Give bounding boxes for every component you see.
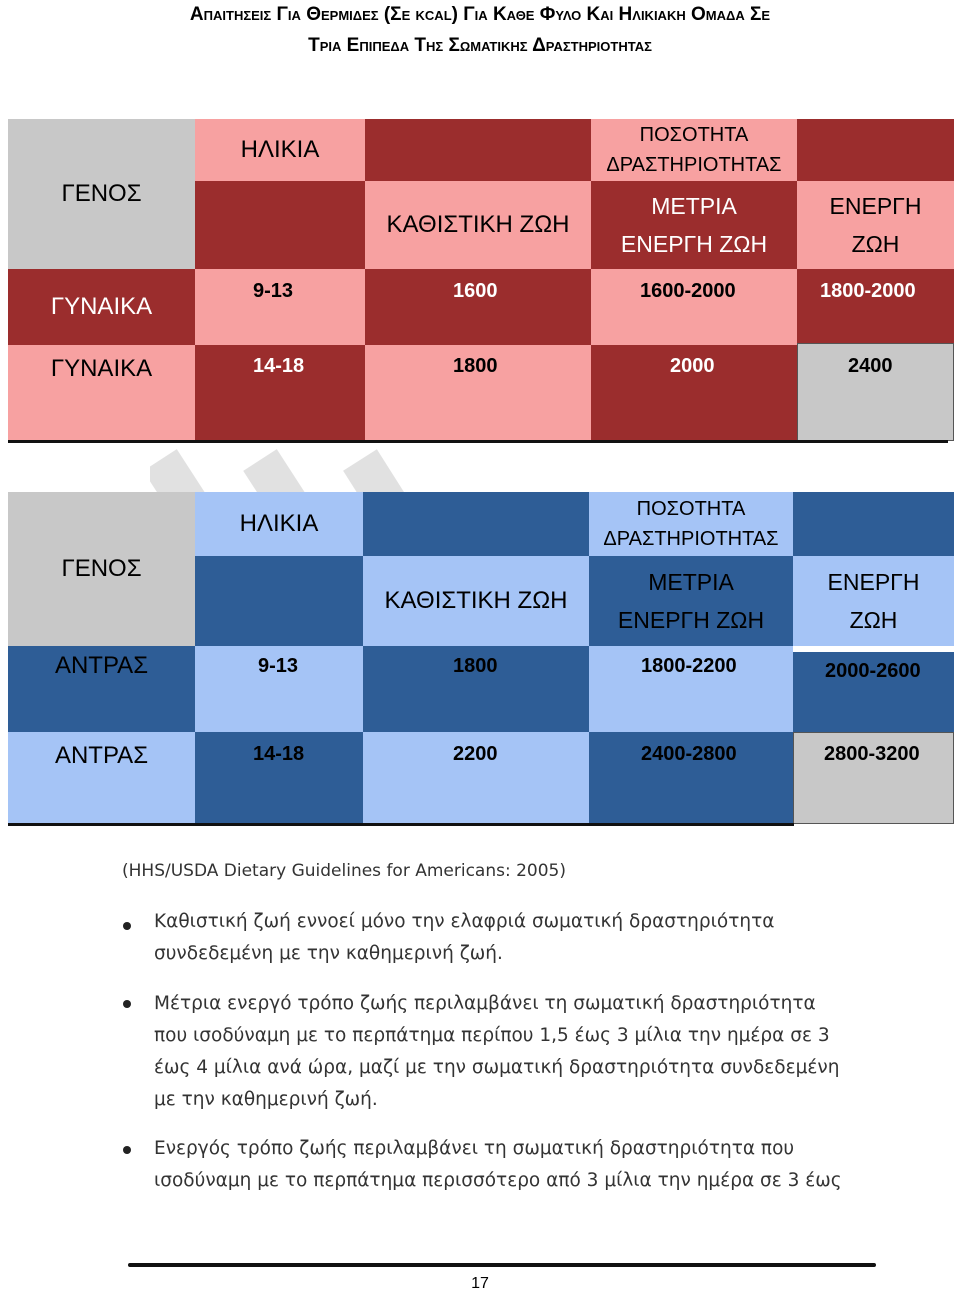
men-header-sedentary: ΚΑΘΙΣΤΙΚΗ ΖΩΗ <box>363 556 589 646</box>
women-header-moderate: ΜΕΤΡΙΑ ΕΝΕΡΓΗ ΖΩΗ <box>591 181 797 269</box>
men-row2-age: 14-18 <box>253 743 305 765</box>
women-calorie-table <box>8 119 954 443</box>
men-calorie-table <box>8 492 954 826</box>
men-header-age: ΗΛΙΚΙΑ <box>195 492 363 556</box>
bullet-text-2: Μέτρια ενεργό τρόπο ζωής περιλαμβάνει τη σωματική δραστηριότητα που ισοδύναμη με το περπάτημα περίπου 1,5 έως 3 μίλια την ημέρα σε 3 έως 4 μίλια ανά ώρα, μαζί με την σωματική δραστηριότητα συνδεδεμένη με την καθημερινή ζωή. <box>154 993 840 1110</box>
women-header-activity: ΠΟΣΟΤΗΤΑ ΔΡΑΣΤΗΡΙΟΤΗΤΑΣ <box>591 119 797 181</box>
men-header-age-blank <box>195 556 363 646</box>
bullet-text-1: Καθιστική ζωή εννοεί μόνο την ελαφριά σωματική δραστηριότητα συνδεδεμένη με την καθημερινή ζωή. <box>154 911 775 964</box>
men-row2-sedentary: 2200 <box>453 743 498 765</box>
source-citation: (HHS/USDA Dietary Guidelines for Americans: 2005) <box>122 861 567 881</box>
women-header-active-top <box>797 119 954 181</box>
men-row1-moderate: 1800-2200 <box>641 655 737 677</box>
men-row2-active: 2800-3200 <box>824 743 920 765</box>
men-header-sedentary-top <box>363 492 589 556</box>
women-header-age-blank <box>195 181 365 269</box>
men-row1-active: 2000-2600 <box>825 660 921 682</box>
page-title-line-1 <box>0 0 960 30</box>
page-title-line-2 <box>0 31 960 61</box>
women-row1-sedentary: 1600 <box>453 280 498 302</box>
men-row1-gender: ΑΝΤΡΑΣ <box>8 646 195 732</box>
bullet-dot-3 <box>123 1146 131 1154</box>
men-header-activity: ΠΟΣΟΤΗΤΑ ΔΡΑΣΤΗΡΙΟΤΗΤΑΣ <box>589 492 793 556</box>
bullet-dot-1 <box>123 922 131 930</box>
page-title-text-2: Τρια Επιπεδα Της Σωματικησ Δραστηριοτητασ <box>308 35 652 56</box>
men-row1-age: 9-13 <box>258 655 299 677</box>
women-row1-gender: ΓΥΝΑΙΚΑ <box>8 269 195 345</box>
women-row2-moderate: 2000 <box>670 355 715 377</box>
women-row2-gender: ΓΥΝΑΙΚΑ <box>8 345 195 441</box>
bullet-text-3: Ενεργός τρόπο ζωής περιλαμβάνει τη σωματική δραστηριότητα που ισοδύναμη με το περπάτημα περισσότερο από 3 μίλια την ημέρα σε 3 έως <box>154 1138 842 1191</box>
women-header-age: ΗΛΙΚΙΑ <box>195 119 365 181</box>
footer-divider <box>128 1263 876 1267</box>
page-number: 17 <box>471 1275 489 1292</box>
women-row2-age: 14-18 <box>253 355 305 377</box>
men-row2-moderate: 2400-2800 <box>641 743 737 765</box>
women-row1-active: 1800-2000 <box>820 280 916 302</box>
women-header-active: ΕΝΕΡΓΗ ΖΩΗ <box>797 181 954 269</box>
women-row2-active: 2400 <box>848 355 893 377</box>
men-header-gender: ΓΕΝΟΣ <box>8 492 195 646</box>
men-header-moderate: ΜΕΤΡΙΑ ΕΝΕΡΓΗ ΖΩΗ <box>589 556 793 646</box>
men-row2-gender: ΑΝΤΡΑΣ <box>8 732 195 824</box>
men-table-bottom-border <box>8 823 794 826</box>
men-header-active-top <box>793 492 954 556</box>
women-row1-moderate: 1600-2000 <box>640 280 736 302</box>
women-row2-sedentary: 1800 <box>453 355 498 377</box>
women-header-gender: ΓΕΝΟΣ <box>8 119 195 269</box>
bullet-dot-2 <box>123 1000 131 1008</box>
page-title-text-1: Απαιτησεισ Για Θερμιδεσ (Σε kcal) Για Καθε Φυλο Και Ηλικιακη Ομαδα Σε <box>189 4 771 25</box>
women-row1-age: 9-13 <box>253 280 294 302</box>
men-header-active: ΕΝΕΡΓΗ ΖΩΗ <box>793 556 954 646</box>
women-header-sedentary-top <box>365 119 591 181</box>
women-table-bottom-border <box>8 440 948 443</box>
women-header-sedentary: ΚΑΘΙΣΤΙΚΗ ΖΩΗ <box>365 181 591 269</box>
men-row1-sedentary: 1800 <box>453 655 498 677</box>
